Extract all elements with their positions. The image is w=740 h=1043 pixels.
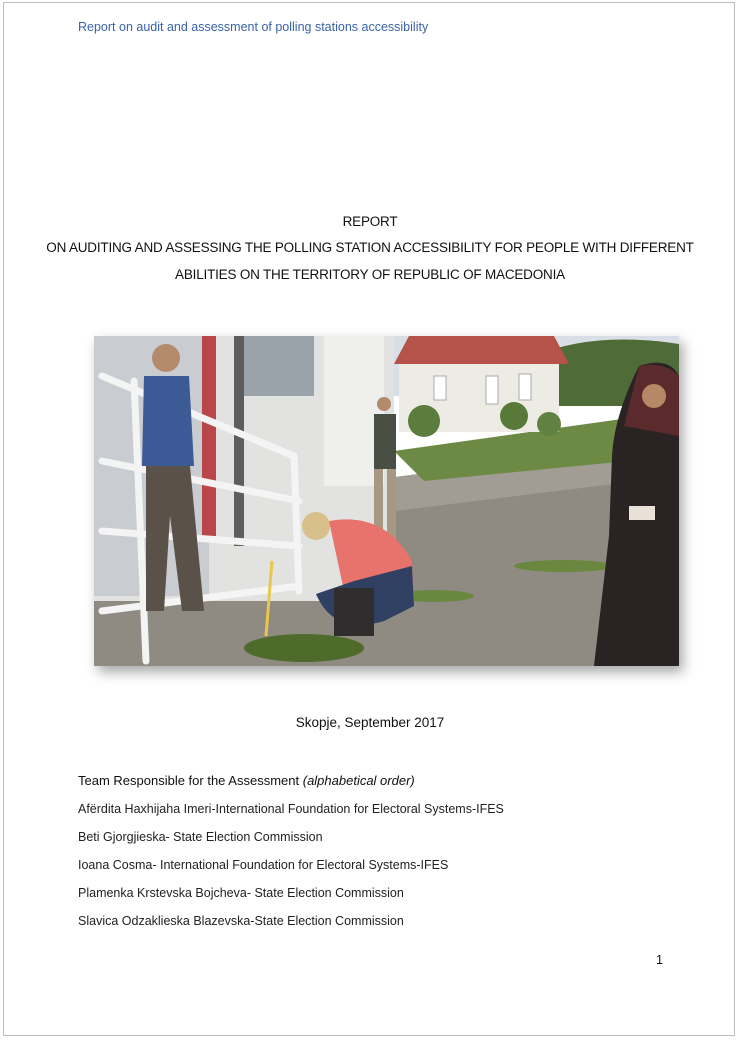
place-and-date: Skopje, September 2017 [295,715,445,730]
cover-photo [94,336,679,666]
team-member: Plamenka Krstevska Bojcheva- State Election Commission [78,886,404,900]
team-member: Ioana Cosma- International Foundation for Electoral Systems-IFES [78,858,449,872]
team-heading-note: (alphabetical order) [302,773,415,788]
team-heading-text: Team Responsible for the Assessment [78,773,300,788]
team-member: Beti Gjorgjieska- State Election Commission [78,830,323,844]
team-member: Afërdita Haxhijaha Imeri-International Foundation for Electoral Systems-IFES [78,802,504,816]
report-title: REPORT [342,214,398,229]
page-number: 1 [656,953,663,967]
report-subtitle-line-2: ABILITIES ON THE TERRITORY OF REPUBLIC OF MACEDONIA [175,267,565,282]
team-heading [78,773,415,788]
running-header: Report on audit and assessment of polling stations accessibility [78,20,429,34]
team-member: Slavica Odzaklieska Blazevska-State Election Commission [78,914,404,928]
report-subtitle-line-1: ON AUDITING AND ASSESSING THE POLLING STATION ACCESSIBILITY FOR PEOPLE WITH DIFFERENT [46,240,694,255]
